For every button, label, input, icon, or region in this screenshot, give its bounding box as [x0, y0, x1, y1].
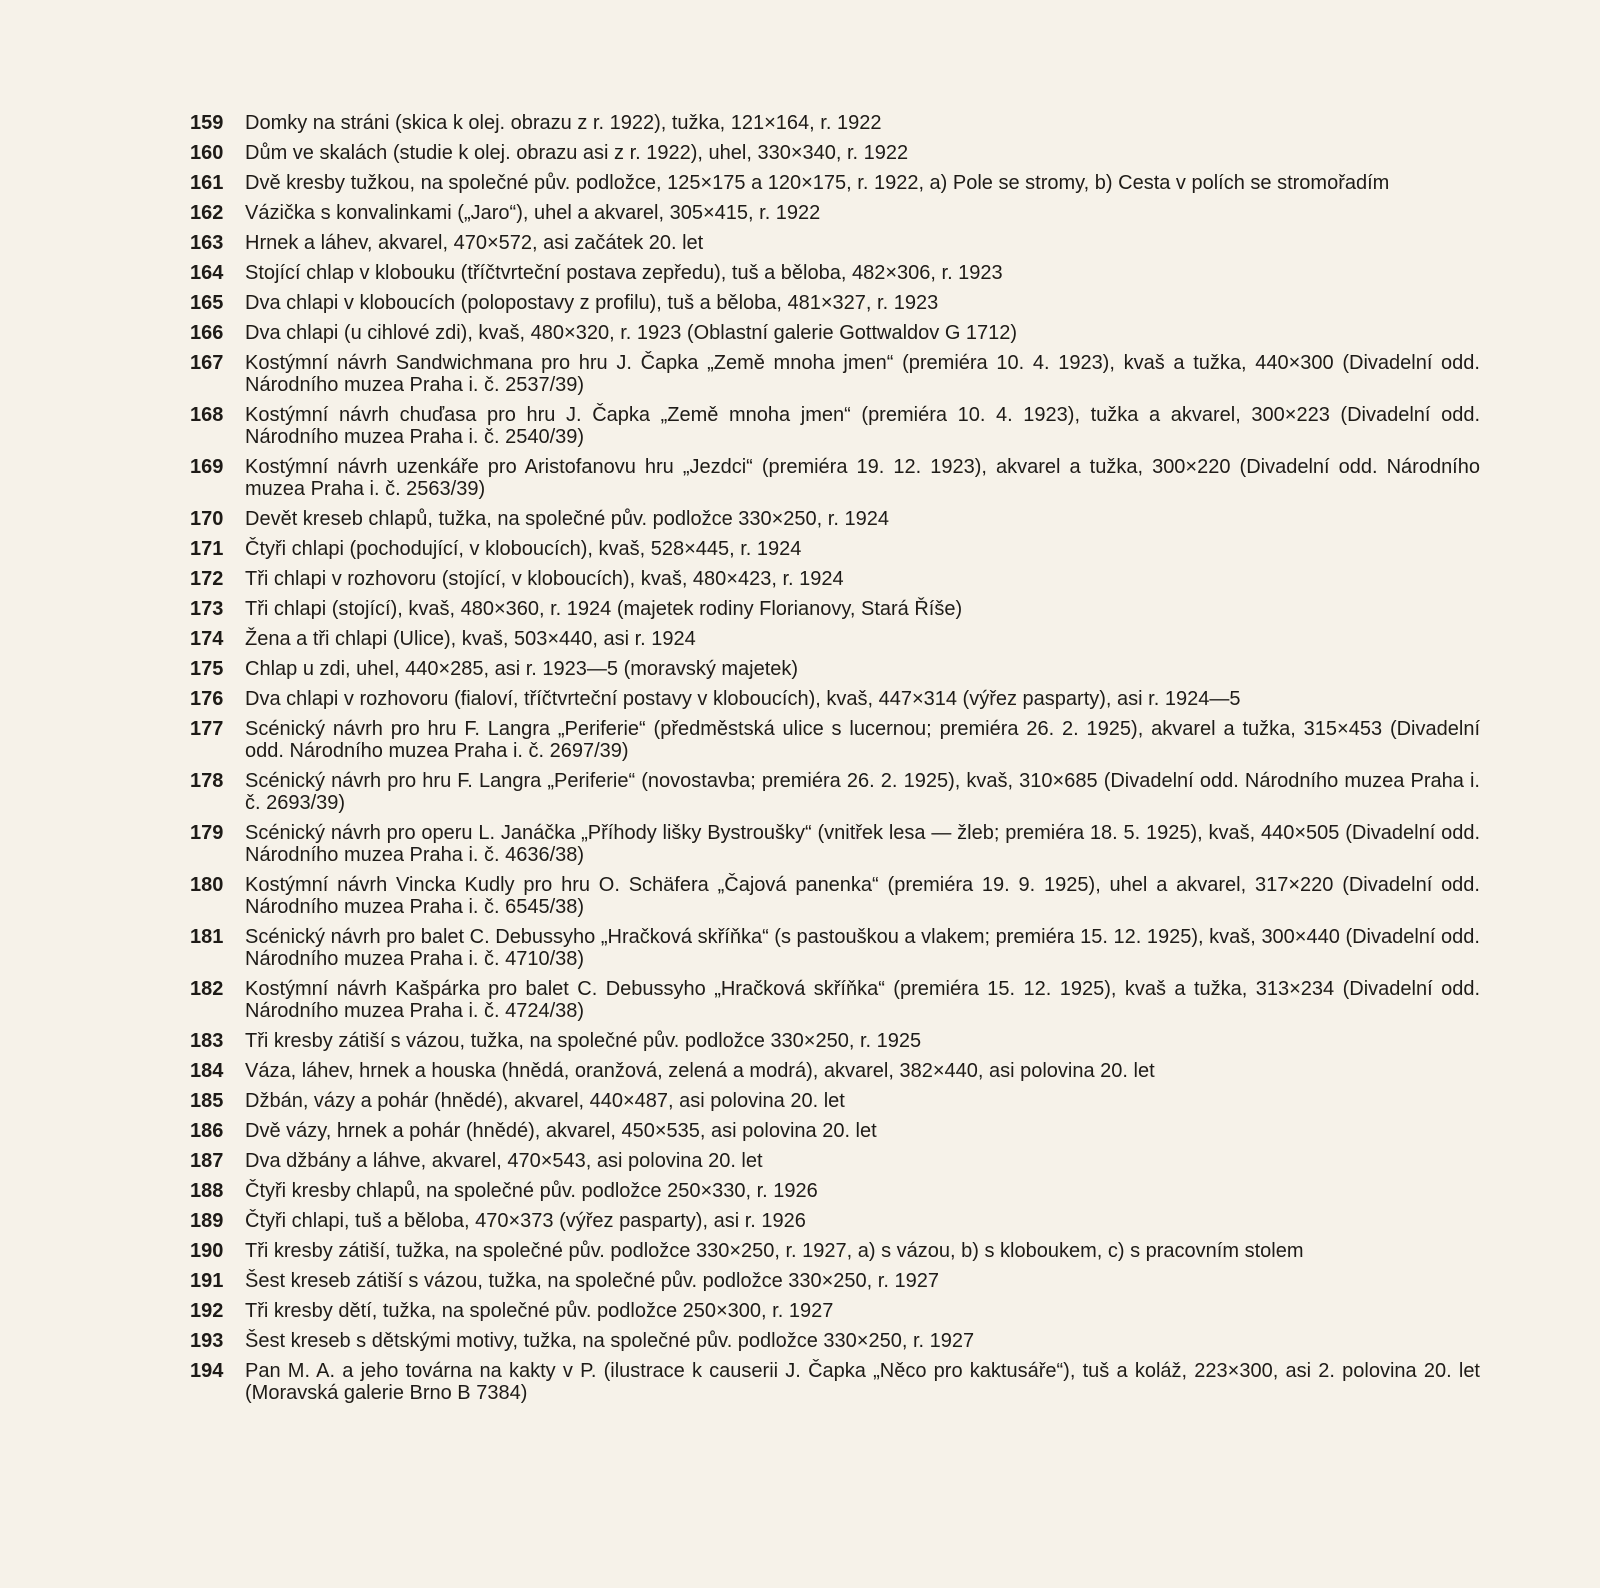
catalog-entry: [180, 456, 1480, 500]
entry-number: 183: [190, 1030, 224, 1052]
entry-description: Šest kreseb s dětskými motivy, tužka, na společné pův. podložce 330×250, r. 1927: [245, 1330, 975, 1352]
catalog-entry: [180, 568, 1480, 590]
entry-description: Dva chlapi v rozhovoru (fialoví, tříčtvrteční postavy v kloboucích), kvaš, 447×314 (výřez pasparty), asi r. 1924—5: [245, 688, 1241, 710]
entry-description: Kostýmní návrh Vincka Kudly pro hru O. Schäfera „Čajová panenka“ (premiéra 19. 9. 1925), uhel a akvarel, 317×220 (Divadelní odd. Národního muzea Praha i. č. 6545/38): [245, 874, 1480, 918]
catalog-entry: [180, 232, 1480, 254]
catalog-entry: [180, 978, 1480, 1022]
entry-number: 190: [190, 1240, 224, 1262]
catalog-entry: [180, 262, 1480, 284]
catalog-entry: [180, 322, 1480, 344]
catalog-entry: [180, 926, 1480, 970]
entry-number: 185: [190, 1090, 224, 1112]
entry-number: 194: [190, 1360, 224, 1382]
entry-description: Tři kresby zátiší, tužka, na společné pův. podložce 330×250, r. 1927, a) s vázou, b) s kloboukem, c) s pracovním stolem: [245, 1240, 1304, 1262]
entry-description: Čtyři kresby chlapů, na společné pův. podložce 250×330, r. 1926: [245, 1180, 818, 1202]
entry-number: 168: [190, 404, 224, 426]
entry-description: Vázička s konvalinkami („Jaro“), uhel a akvarel, 305×415, r. 1922: [245, 202, 821, 224]
entry-description: Tři chlapi v rozhovoru (stojící, v kloboucích), kvaš, 480×423, r. 1924: [245, 568, 844, 590]
catalog-entry: [180, 1330, 1480, 1352]
catalog-entry: [180, 112, 1480, 134]
entry-number: 172: [190, 568, 224, 590]
entry-number: 175: [190, 658, 224, 680]
entry-number: 188: [190, 1180, 224, 1202]
entry-description: Kostýmní návrh Sandwichmana pro hru J. Čapka „Země mnoha jmen“ (premiéra 10. 4. 1923), kvaš a tužka, 440×300 (Divadelní odd. Národního muzea Praha i. č. 2537/39): [245, 352, 1480, 396]
catalog-entry: [180, 1300, 1480, 1322]
catalog-entry: [180, 822, 1480, 866]
entry-number: 173: [190, 598, 224, 620]
entry-description: Tři chlapi (stojící), kvaš, 480×360, r. 1924 (majetek rodiny Florianovy, Stará Říše): [245, 598, 963, 620]
entry-description: Devět kreseb chlapů, tužka, na společné pův. podložce 330×250, r. 1924: [245, 508, 889, 530]
entry-description: Scénický návrh pro balet C. Debussyho „Hračková skříňka“ (s pastouškou a vlakem; premiéra 15. 12. 1925), kvaš, 300×440 (Divadelní odd. Národního muzea Praha i. č. 4710/38): [245, 926, 1480, 970]
entry-number: 186: [190, 1120, 224, 1142]
entry-description: Dva džbány a láhve, akvarel, 470×543, asi polovina 20. let: [245, 1150, 763, 1172]
catalog-entry: [180, 1270, 1480, 1292]
entry-description: Tři kresby zátiší s vázou, tužka, na společné pův. podložce 330×250, r. 1925: [245, 1030, 922, 1052]
entry-description: Scénický návrh pro hru F. Langra „Periferie“ (předměstská ulice s lucernou; premiéra 26. 2. 1925), akvarel a tužka, 315×453 (Divadelní odd. Národního muzea Praha i. č. 2697/39): [245, 718, 1480, 762]
entry-number: 176: [190, 688, 224, 710]
entry-description: Váza, láhev, hrnek a houska (hnědá, oranžová, zelená a modrá), akvarel, 382×440, asi polovina 20. let: [245, 1060, 1155, 1082]
entry-description: Dva chlapi (u cihlové zdi), kvaš, 480×320, r. 1923 (Oblastní galerie Gottwaldov G 1712): [245, 322, 1018, 344]
catalog-entry: [180, 1150, 1480, 1172]
catalog-entry: [180, 292, 1480, 314]
entry-description: Scénický návrh pro hru F. Langra „Periferie“ (novostavba; premiéra 26. 2. 1925), kvaš, 310×685 (Divadelní odd. Národního muzea Praha i. č. 2693/39): [245, 770, 1480, 814]
entry-description: Kostýmní návrh chuďasa pro hru J. Čapka „Země mnoha jmen“ (premiéra 10. 4. 1923), tužka a akvarel, 300×223 (Divadelní odd. Národního muzea Praha i. č. 2540/39): [245, 404, 1480, 448]
entry-description: Kostýmní návrh Kašpárka pro balet C. Debussyho „Hračková skříňka“ (premiéra 15. 12. 1925), kvaš a tužka, 313×234 (Divadelní odd. Národního muzea Praha i. č. 4724/38): [245, 978, 1480, 1022]
entry-number: 159: [190, 112, 224, 134]
entry-description: Pan M. A. a jeho továrna na kakty v P. (ilustrace k causerii J. Čapka „Něco pro kaktusáře“), tuš a koláž, 223×300, asi 2. polovina 20. let (Moravská galerie Brno B 7384): [245, 1360, 1480, 1404]
entry-description: Dva chlapi v kloboucích (polopostavy z profilu), tuš a běloba, 481×327, r. 1923: [245, 292, 939, 314]
catalog-entry: [180, 1240, 1480, 1262]
entry-number: 167: [190, 352, 224, 374]
catalog-entry: [180, 1360, 1480, 1404]
catalog-entry: [180, 508, 1480, 530]
catalog-entry: [180, 538, 1480, 560]
entry-number: 163: [190, 232, 224, 254]
entry-description: Kostýmní návrh uzenkáře pro Aristofanovu hru „Jezdci“ (premiéra 19. 12. 1923), akvarel a tužka, 300×220 (Divadelní odd. Národního muzea Praha i. č. 2563/39): [245, 456, 1480, 500]
catalog-entry: [180, 874, 1480, 918]
entry-number: 177: [190, 718, 224, 740]
entry-description: Čtyři chlapi, tuš a běloba, 470×373 (výřez pasparty), asi r. 1926: [245, 1210, 806, 1232]
catalog-entry: [180, 1180, 1480, 1202]
entry-number: 180: [190, 874, 224, 896]
catalog-entry: [180, 1060, 1480, 1082]
entry-number: 191: [190, 1270, 224, 1292]
entry-number: 170: [190, 508, 224, 530]
catalog-entry: [180, 718, 1480, 762]
entry-number: 162: [190, 202, 224, 224]
entry-description: Žena a tři chlapi (Ulice), kvaš, 503×440, asi r. 1924: [245, 628, 696, 650]
entry-number: 187: [190, 1150, 224, 1172]
entry-number: 165: [190, 292, 224, 314]
catalog-list: [180, 112, 1480, 1412]
catalog-entry: [180, 598, 1480, 620]
catalog-entry: [180, 352, 1480, 396]
entry-description: Hrnek a láhev, akvarel, 470×572, asi začátek 20. let: [245, 232, 704, 254]
catalog-entry: [180, 1210, 1480, 1232]
entry-number: 184: [190, 1060, 224, 1082]
catalog-entry: [180, 770, 1480, 814]
catalog-entry: [180, 202, 1480, 224]
entry-number: 178: [190, 770, 224, 792]
catalog-entry: [180, 1090, 1480, 1112]
entry-description: Džbán, vázy a pohár (hnědé), akvarel, 440×487, asi polovina 20. let: [245, 1090, 845, 1112]
entry-number: 174: [190, 628, 224, 650]
catalog-entry: [180, 404, 1480, 448]
entry-description: Domky na stráni (skica k olej. obrazu z r. 1922), tužka, 121×164, r. 1922: [245, 112, 882, 134]
entry-number: 161: [190, 172, 224, 194]
catalog-entry: [180, 142, 1480, 164]
entry-description: Tři kresby dětí, tužka, na společné pův. podložce 250×300, r. 1927: [245, 1300, 834, 1322]
catalog-entry: [180, 1030, 1480, 1052]
entry-number: 179: [190, 822, 224, 844]
entry-number: 166: [190, 322, 224, 344]
catalog-entry: [180, 172, 1480, 194]
entry-description: Stojící chlap v klobouku (tříčtvrteční postava zepředu), tuš a běloba, 482×306, r. 1923: [245, 262, 1003, 284]
entry-number: 171: [190, 538, 224, 560]
entry-number: 181: [190, 926, 224, 948]
catalog-entry: [180, 688, 1480, 710]
entry-description: Šest kreseb zátiší s vázou, tužka, na společné pův. podložce 330×250, r. 1927: [245, 1270, 939, 1292]
entry-number: 192: [190, 1300, 224, 1322]
catalog-entry: [180, 1120, 1480, 1142]
entry-number: 189: [190, 1210, 224, 1232]
entry-number: 182: [190, 978, 224, 1000]
entry-description: Chlap u zdi, uhel, 440×285, asi r. 1923—5 (moravský majetek): [245, 658, 799, 680]
entry-description: Dům ve skalách (studie k olej. obrazu asi z r. 1922), uhel, 330×340, r. 1922: [245, 142, 909, 164]
entry-number: 164: [190, 262, 224, 284]
entry-description: Dvě vázy, hrnek a pohár (hnědé), akvarel, 450×535, asi polovina 20. let: [245, 1120, 877, 1142]
entry-description: Čtyři chlapi (pochodující, v kloboucích), kvaš, 528×445, r. 1924: [245, 538, 802, 560]
entry-description: Dvě kresby tužkou, na společné pův. podložce, 125×175 a 120×175, r. 1922, a) Pole se stromy, b) Cesta v polích se stromořadím: [245, 172, 1390, 194]
entry-description: Scénický návrh pro operu L. Janáčka „Příhody lišky Bystroušky“ (vnitřek lesa — žleb; premiéra 18. 5. 1925), kvaš, 440×505 (Divadelní odd. Národního muzea Praha i. č. 4636/38): [245, 822, 1480, 866]
catalog-entry: [180, 658, 1480, 680]
entry-number: 169: [190, 456, 224, 478]
catalog-entry: [180, 628, 1480, 650]
entry-number: 160: [190, 142, 224, 164]
entry-number: 193: [190, 1330, 224, 1352]
